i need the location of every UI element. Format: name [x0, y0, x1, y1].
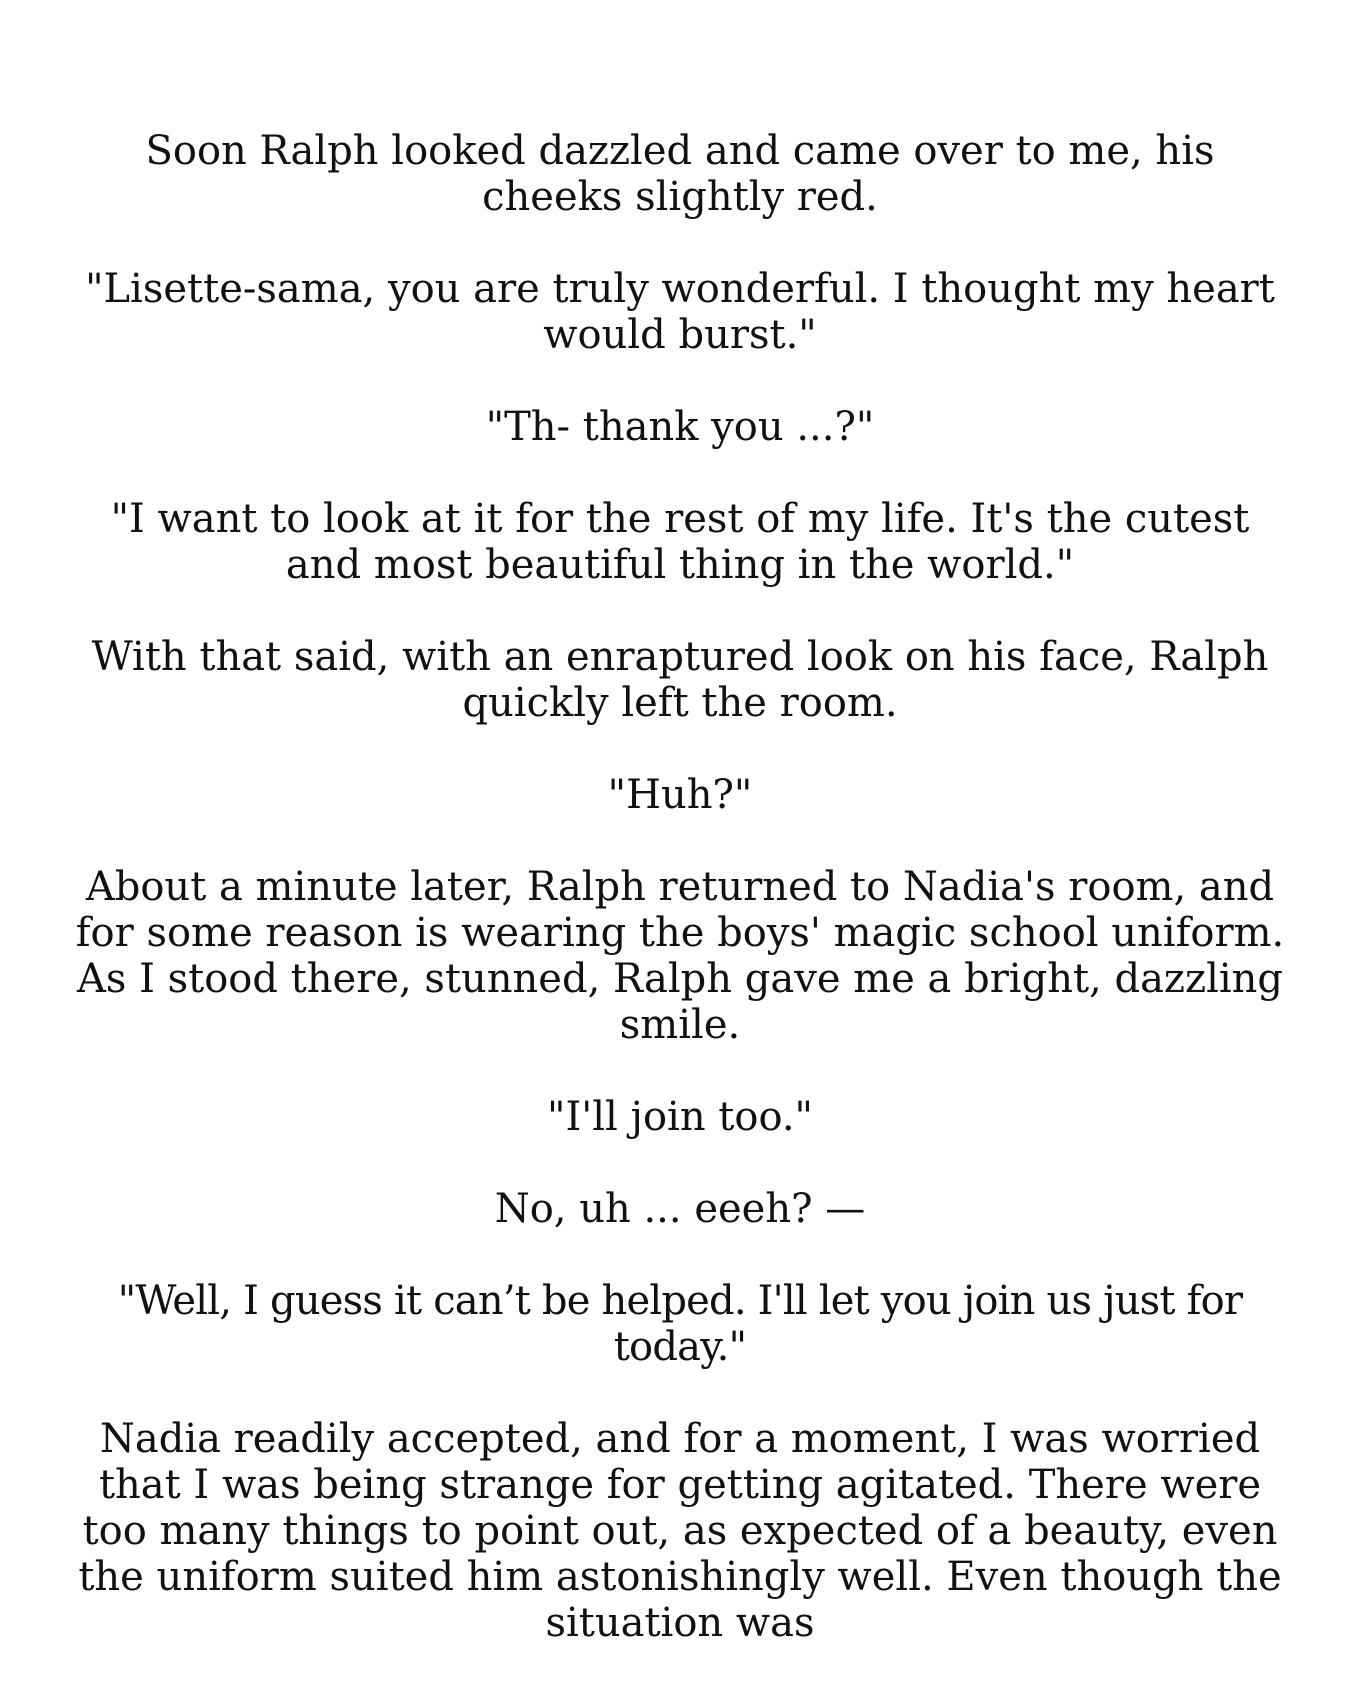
paragraph-8: "I'll join too." [547, 1094, 813, 1140]
document-body [75, 128, 1285, 1692]
paragraph-6: "Huh?" [607, 772, 753, 818]
paragraph-2: "Lisette-sama, you are truly wonderful. I thought my heart would burst." [85, 266, 1275, 358]
paragraph-1: Soon Ralph looked dazzled and came over to me, his cheeks slightly red. [145, 128, 1215, 220]
paragraph-7: About a minute later, Ralph returned to Nadia's room, and for some reason is wearing the boys' magic school uniform. As I stood there, stunned, Ralph gave me a bright, dazzling smile. [75, 864, 1285, 1048]
paragraph-9: No, uh ... eeeh? — [494, 1186, 866, 1232]
paragraph-3: "Th- thank you ...?" [485, 404, 875, 450]
paragraph-11: Nadia readily accepted, and for a moment, I was worried that I was being strange for getting agitated. There were too many things to point out, as expected of a beauty, even the uniform suited him astonishingly well. Even though the situation was [78, 1416, 1282, 1646]
paragraph-4: "I want to look at it for the rest of my life. It's the cutest and most beautiful thing in the world." [110, 496, 1250, 588]
paragraph-10: "Well, I guess it can’t be helped. I'll let you join us just for today." [117, 1278, 1243, 1370]
paragraph-5: With that said, with an enraptured look on his face, Ralph quickly left the room. [91, 634, 1269, 726]
